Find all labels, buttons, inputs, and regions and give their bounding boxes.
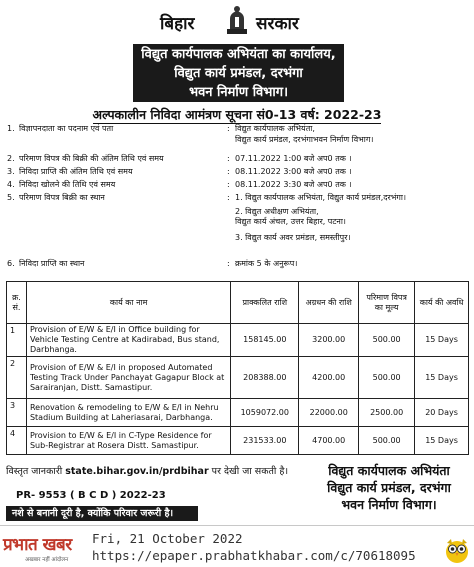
table-row: 1 Provision of E/W & E/I in Office building for Vehicle Testing Centre at Kadirabad, Bus stand, Darbhanga. 158145.00 3200.00 500.00 15 Days — [7, 324, 469, 357]
office-line-2: विद्युत कार्य प्रमंडल, दरभंगा — [174, 66, 303, 81]
table-row: 3 Renovation & remodeling to E/W & E/I in Nehru Stadium Building at Laheriasarai, Darbhanga. 1059072.00 22000.00 2500.00 20 Days — [7, 399, 469, 427]
table-row: 4 Provision to E/W & E/I in C-Type Residence for Sub-Registrar at Rosera Distt. Samastipur. 231533.00 4700.00 500.00 15 Days — [7, 427, 469, 455]
column-header: प्राक्कलित राशि — [231, 282, 299, 324]
tender-notice-page: बिहार सरकार विद्युत कार्यपालक अभियंता का कार्यालय, विद्युत कार्य प्रमंडल, दरभंगा भवन निर्माण विभाग। अल्पकालीन निविदा आमंत्रण सूचना सं0-13 वर्ष: 2022-23 1. विज्ञापनदाता का पदनाम एवं पता : विद्युत कार्यपालक अभियंता, विद्युत कार्य प्रमंडल, दरभंगाभवन निर्माण विभाग। 2. परिमाण विपत्र की बिक्री की अंतिम तिथि एवं समय : 07.11.2022 1:00 बजे अप0 तक । 3. निविदा प्राप्ति की अंतिम तिथि एवं समय : 08.11.2022 3:00 बजे अप0 तक । 4. निविदा खोलने की तिथि एवं समय : 08.11.2022 3:30 बजे अप0 तक । 5. परिमाण विपत्र बिक्री का स्थान : 1. विद्युत कार्यपालक अभियंता, विद्युत कार्य प्रमंडल,दरभंगा। 2. विद्युत अधीक्षण अभियंता, विद्युत कार्य अंचल, उत्तर बिहार, पटना। 3. विद्युत कार्य अवर प्रमंडल, समस्तीपुर। 6. निविदा प्राप्ति का स्थान : क्रमांक 5 के अनुरूप। क्र. सं. कार्य का नाम प्राक्कलित राशि अग्रधन की राशि परिमाण विपत्र का मूल्य कार्य की अवधि 1 Provision of E/W & E/I in Office building for Vehicle Testing Centre at Kadirabad, Bus stand, Darbhanga. 158145.00 3200.00 500.00 15 Days 2 Provision of E/W & E/I in proposed Automated Testing Track Under Panchayat Gagapur Block at Sarairanjan, Distt. Samastipur. 208388.00 4200.00 500.00 15 Days 3 Renovation & remodeling to E/W & E/I in Nehru Stadium Building at Laheriasarai, Darbhanga. 1059072.00 22000.00 2500.00 20 Days 4 Provision to E/W & E/I in C-Type Residence for Sub-Registrar at Rosera Distt. Samastipur. 231533.00 4700.00 500.00 15 Days विस्तृत जानकारी state.bihar.gov.in/prdbihar पर देखी जा सकती है। PR- 9553 ( B C D ) 2022-23 विद्युत कार्यपालक अभियंता विद्युत कार्य प्रमंडल, दरभंगा भवन निर्माण विभाग। नशे से बनानी दूरी है, क्योंकि परिवार जरूरी है। प्रभात खबर अखबार नहीं आंदोलन Fri, 21 October 2022 https://epaper.prabhatkhabar.com/c/70618095 — [0, 0, 474, 567]
office-line-1: विद्युत कार्यपालक अभियंता का कार्यालय, — [141, 47, 336, 62]
pr-number: PR- 9553 ( B C D ) 2022-23 — [16, 490, 166, 501]
office-banner — [133, 44, 344, 102]
header-left-word: बिहार — [160, 14, 195, 34]
tender-table — [6, 281, 469, 455]
office-line-3: भवन निर्माण विभाग। — [188, 85, 289, 100]
slogan-banner: नशे से बनानी दूरी है, क्योंकि परिवार जरूरी है। — [6, 506, 198, 521]
column-header: अग्रधन की राशि — [299, 282, 359, 324]
column-header: क्र. सं. — [7, 282, 27, 324]
owl-icon — [443, 536, 471, 564]
state-emblem-icon — [224, 5, 250, 37]
more-info-line: विस्तृत जानकारी state.bihar.gov.in/prdbihar पर देखी जा सकती है। — [6, 466, 289, 477]
source-url[interactable]: https://epaper.prabhatkhabar.com/c/70618095 — [92, 548, 416, 563]
column-header: कार्य की अवधि — [415, 282, 469, 324]
notice-title: अल्पकालीन निविदा आमंत्रण सूचना सं0-13 वर्ष: 2022-23 — [92, 107, 382, 122]
signature-block: विद्युत कार्यपालक अभियंता विद्युत कार्य प्रमंडल, दरभंगा भवन निर्माण विभाग। — [327, 463, 451, 512]
table-row: 2 Provision of E/W & E/I in proposed Automated Testing Track Under Panchayat Gagapur Block at Sarairanjan, Distt. Samastipur. 208388.00 4200.00 500.00 15 Days — [7, 357, 469, 399]
table-header-row — [7, 282, 469, 324]
source-meta — [92, 530, 416, 564]
column-header: कार्य का नाम — [26, 282, 230, 324]
header-right-word: सरकार — [256, 14, 299, 34]
divider — [0, 525, 474, 526]
publication-date: Fri, 21 October 2022 — [92, 531, 243, 546]
website-link[interactable]: state.bihar.gov.in/prdbihar — [65, 466, 209, 477]
column-header: परिमाण विपत्र का मूल्य — [359, 282, 415, 324]
prabhat-khabar-logo: प्रभात खबर अखबार नहीं आंदोलन — [3, 535, 72, 563]
header-emblem-row — [0, 5, 474, 45]
